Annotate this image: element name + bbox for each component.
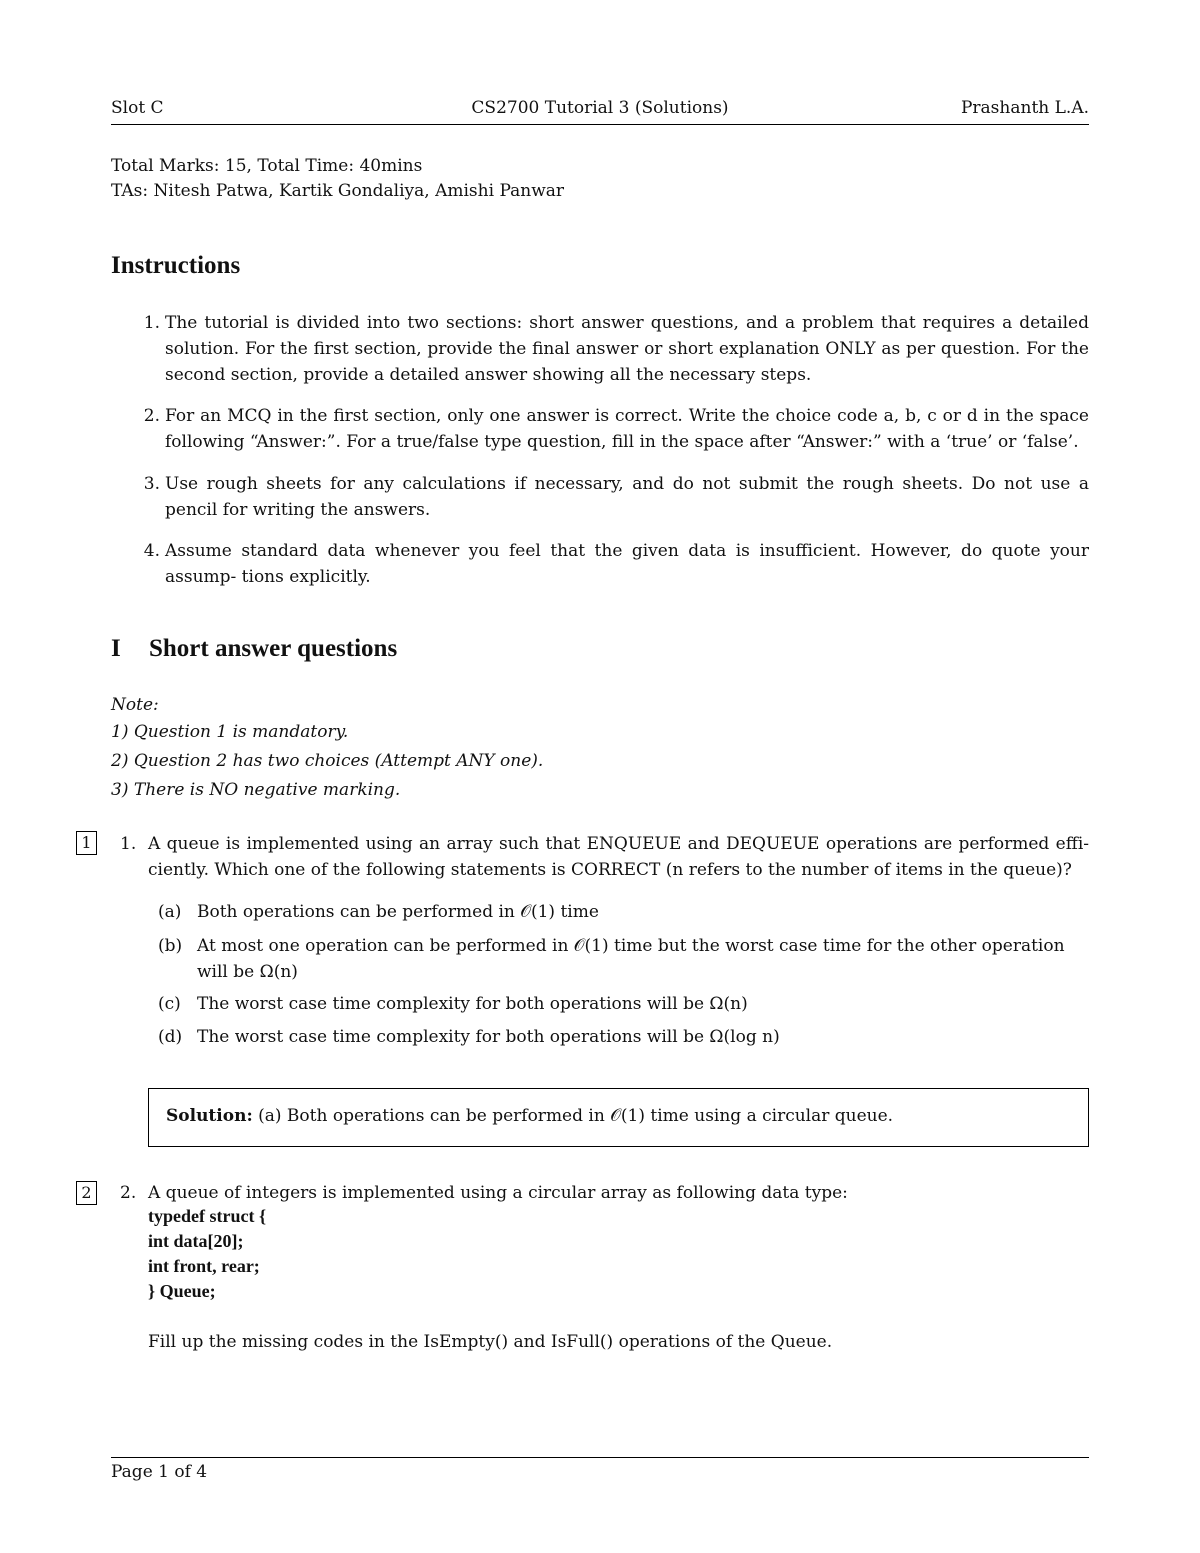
option-item [158, 933, 1089, 985]
marks-and-time: Total Marks: 15, Total Time: 40mins [111, 156, 423, 176]
instruction-number: 1. [143, 313, 160, 333]
option-text: The worst case time complexity for both operations will be Ω(log n) [197, 1027, 780, 1047]
option-item [158, 899, 1089, 925]
code-line: int front, rear; [148, 1256, 260, 1276]
instruction-number: 2. [143, 406, 160, 426]
instruction-item [140, 403, 1089, 455]
question-1 [120, 831, 1089, 883]
question-number: 2. [120, 1183, 137, 1203]
note-line: 3) There is NO negative marking. [111, 780, 401, 800]
section-heading [111, 635, 397, 663]
instruction-text: Use rough sheets for any calculations if necessary, and do not submit the rough sheets. Do not use a pencil for writing the answers. [165, 474, 1089, 520]
code-line: int data[20]; [148, 1231, 244, 1251]
solution-box [148, 1088, 1089, 1147]
teaching-assistants: TAs: Nitesh Patwa, Kartik Gondaliya, Amishi Panwar [111, 181, 565, 201]
option-label: (a) [158, 902, 182, 922]
solution-text: (a) Both operations can be performed in 𝒪(1) time using a circular queue. [258, 1106, 894, 1126]
option-label: (b) [158, 936, 183, 956]
solution-label: Solution: [166, 1106, 253, 1126]
note-line: 2) Question 2 has two choices (Attempt ANY one). [111, 751, 544, 771]
question-2 [120, 1180, 1089, 1206]
page-number: Page 1 of 4 [111, 1462, 208, 1482]
question-text: A queue is implemented using an array such that ENQUEUE and DEQUEUE operations are performed effi- ciently. Which one of the following statements is CORRECT (n refers to the number of items in the queue)? [148, 834, 1089, 880]
option-label: (c) [158, 994, 181, 1014]
instruction-item [140, 471, 1089, 523]
option-text: Both operations can be performed in 𝒪(1) time [197, 902, 599, 922]
option-label: (d) [158, 1027, 183, 1047]
note-line: 1) Question 1 is mandatory. [111, 722, 349, 742]
option-item [158, 991, 1089, 1017]
section-number: I [111, 635, 121, 662]
instruction-number: 4. [143, 541, 160, 561]
header-author: Prashanth L.A. [960, 98, 1089, 118]
instruction-number: 3. [143, 474, 160, 494]
code-line: } Queue; [148, 1281, 216, 1301]
header-slot: Slot C [111, 98, 164, 118]
section-title: Short answer questions [149, 635, 398, 662]
page-header [111, 98, 1089, 125]
instruction-text: The tutorial is divided into two sections: short answer questions, and a problem that requires a detailed solution. For the first section, provide the final answer or short explanation ONLY as per question. For the second section, provide a detailed answer showing all the necessary steps. [165, 313, 1089, 385]
fill-instruction: Fill up the missing codes in the IsEmpty() and IsFull() operations of the Queue. [148, 1332, 833, 1352]
note-label: Note: [111, 695, 159, 715]
header-title: CS2700 Tutorial 3 (Solutions) [471, 98, 729, 118]
option-item [158, 1024, 1089, 1050]
solution-content [166, 1106, 893, 1126]
question-marks-box: 1 [76, 831, 97, 855]
instruction-item [140, 310, 1089, 388]
instruction-item [140, 538, 1089, 590]
option-text: At most one operation can be performed in 𝒪(1) time but the worst case time for the other operation will be Ω(n) [197, 936, 1065, 982]
question-marks-box: 2 [76, 1181, 97, 1205]
code-line: typedef struct { [148, 1206, 267, 1226]
question-text: A queue of integers is implemented using a circular array as following data type: [148, 1183, 848, 1203]
instruction-text: Assume standard data whenever you feel that the given data is insufficient. However, do quote your assump- tions explicitly. [165, 541, 1089, 587]
instructions-heading: Instructions [111, 252, 241, 279]
option-text: The worst case time complexity for both operations will be Ω(n) [197, 994, 748, 1014]
question-number: 1. [120, 834, 137, 854]
instruction-text: For an MCQ in the first section, only one answer is correct. Write the choice code a, b, c or d in the space following “Answer:”. For a true/false type question, fill in the space after “Answer:” with a ‘true’ or ‘false’. [165, 406, 1089, 452]
footer-rule [111, 1457, 1089, 1458]
